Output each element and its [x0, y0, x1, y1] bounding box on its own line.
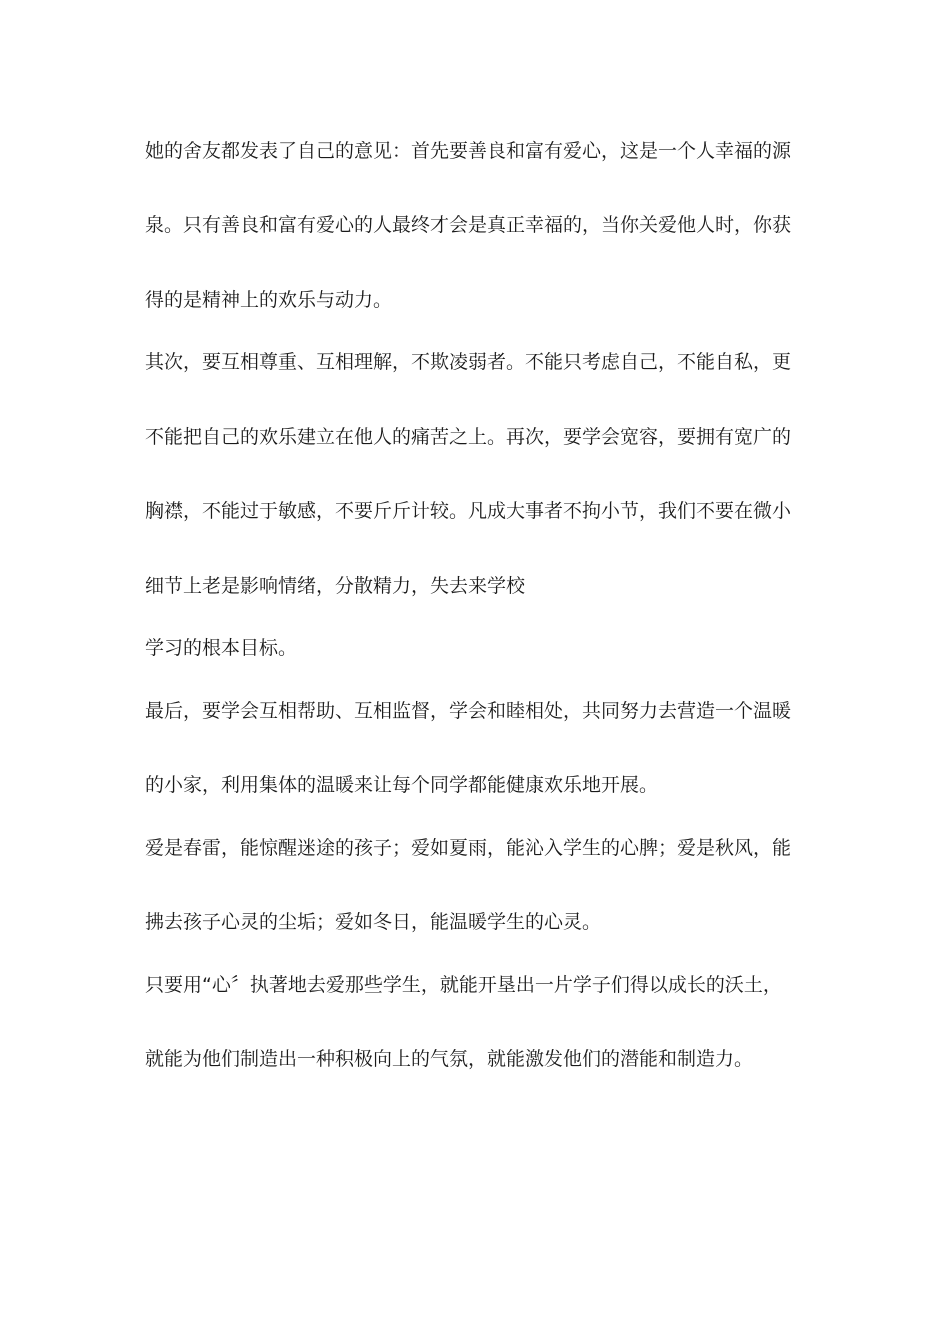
text-line: 爱是春雷，能惊醒迷途的孩子；爱如夏雨，能沁入学生的心脾；爱是秋风，能	[145, 837, 792, 859]
text-line: 其次，要互相尊重、互相理解，不欺凌弱者。不能只考虑自己，不能自私，更	[145, 351, 792, 373]
text-line: 得的是精神上的欢乐与动力。	[145, 289, 393, 311]
text-line: 细节上老是影响情绪，分散精力，失去来学校	[145, 575, 526, 597]
text-line: 不能把自己的欢乐建立在他人的痛苦之上。再次，要学会宽容，要拥有宽广的	[145, 426, 792, 448]
text-line: 学习的根本目标。	[145, 637, 298, 659]
text-line: 胸襟，不能过于敏感，不要斤斤计较。凡成大事者不拘小节，我们不要在微小	[145, 500, 792, 522]
text-line: 只要用“心〞执著地去爱那些学生，就能开垦出一片学子们得以成长的沃土，	[145, 974, 782, 996]
text-line: 就能为他们制造出一种积极向上的气氛，就能激发他们的潜能和制造力。	[145, 1048, 754, 1070]
text-line: 拂去孩子心灵的尘垢；爱如冬日，能温暖学生的心灵。	[145, 911, 602, 933]
text-line: 泉。只有善良和富有爱心的人最终才会是真正幸福的，当你关爱他人时，你获	[145, 214, 792, 236]
text-line: 的小家，利用集体的温暖来让每个同学都能健康欢乐地开展。	[145, 774, 659, 796]
text-line: 她的舍友都发表了自己的意见：首先要善良和富有爱心，这是一个人幸福的源	[145, 140, 792, 162]
text-line: 最后，要学会互相帮助、互相监督，学会和睦相处，共同努力去营造一个温暖	[145, 700, 792, 722]
